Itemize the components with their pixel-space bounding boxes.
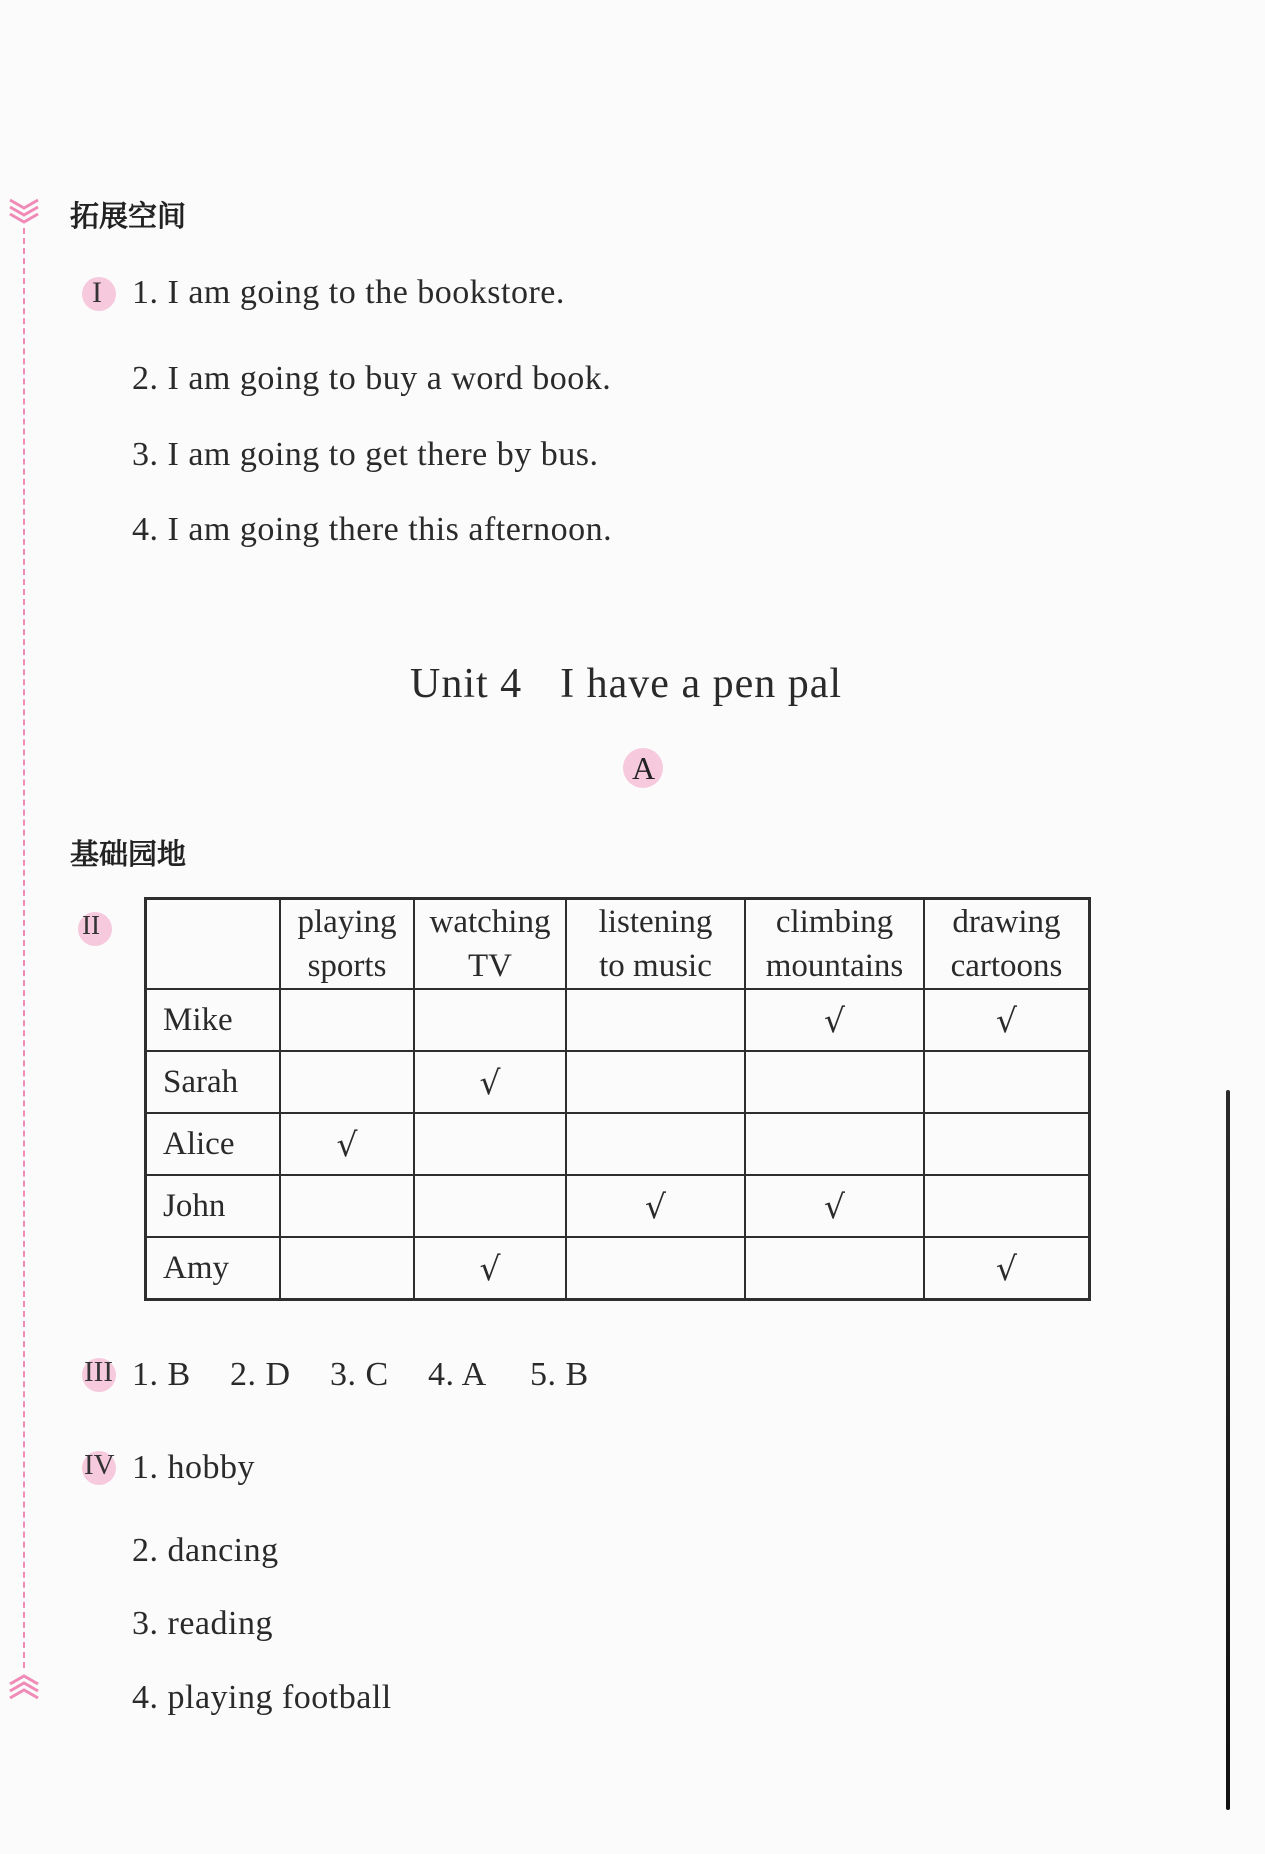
margin-divider — [23, 228, 25, 1668]
table-row — [146, 989, 1090, 1051]
row-name: John — [146, 1175, 281, 1237]
column-header-line: listening — [598, 904, 713, 940]
unit-title — [410, 660, 842, 708]
check-cell — [924, 1113, 1090, 1175]
column-header — [745, 899, 924, 990]
check-cell: √ — [924, 989, 1090, 1051]
check-cell: √ — [566, 1175, 745, 1237]
check-cell — [414, 1113, 566, 1175]
column-header-line: watching — [429, 904, 551, 940]
section-numeral-2: II — [82, 910, 100, 940]
chevron-down-icon — [6, 196, 42, 226]
extension-answer-1: 1. I am going to the bookstore. — [132, 274, 565, 311]
table-row — [146, 1051, 1090, 1113]
page-edge-shadow — [1226, 1090, 1230, 1810]
column-header — [924, 899, 1090, 990]
row-name: Amy — [146, 1237, 281, 1300]
section-numeral-3: III — [84, 1356, 113, 1388]
check-cell — [566, 1051, 745, 1113]
check-cell — [745, 1113, 924, 1175]
check-cell — [566, 1237, 745, 1300]
fill-answer-2: 2. dancing — [132, 1532, 279, 1569]
table-row — [146, 1113, 1090, 1175]
check-cell: √ — [414, 1051, 566, 1113]
fill-answer-3: 3. reading — [132, 1605, 273, 1642]
column-header-line: to music — [599, 948, 712, 984]
check-cell: √ — [924, 1237, 1090, 1300]
check-cell — [280, 1051, 414, 1113]
column-header-line: cartoons — [950, 948, 1063, 984]
check-cell — [280, 989, 414, 1051]
column-header-line: drawing — [952, 904, 1061, 940]
row-name: Sarah — [146, 1051, 281, 1113]
check-cell — [280, 1175, 414, 1237]
chevron-up-icon — [6, 1672, 42, 1702]
check-cell: √ — [280, 1113, 414, 1175]
check-cell: √ — [745, 989, 924, 1051]
check-cell — [414, 1175, 566, 1237]
choice-answer-3: 3. C — [330, 1356, 389, 1393]
choice-answer-2: 2. D — [230, 1356, 291, 1393]
section-numeral-4: IV — [84, 1449, 115, 1481]
section-numeral-1: I — [92, 276, 102, 309]
column-header-line: TV — [468, 948, 512, 984]
row-name: Mike — [146, 989, 281, 1051]
check-cell — [566, 989, 745, 1051]
fill-answer-1: 1. hobby — [132, 1449, 255, 1486]
basics-heading: 基础园地 — [70, 837, 187, 871]
choice-answer-4: 4. A — [428, 1356, 487, 1393]
column-header-line: mountains — [765, 948, 904, 984]
check-cell — [924, 1051, 1090, 1113]
check-cell — [745, 1237, 924, 1300]
table-corner-cell — [146, 899, 281, 990]
check-cell — [566, 1113, 745, 1175]
check-cell — [745, 1051, 924, 1113]
column-header-line: sports — [307, 948, 387, 984]
check-cell — [414, 989, 566, 1051]
check-cell: √ — [414, 1237, 566, 1300]
column-header — [566, 899, 745, 990]
check-cell: √ — [745, 1175, 924, 1237]
extension-answer-3: 3. I am going to get there by bus. — [132, 436, 599, 473]
column-header-line: climbing — [775, 904, 894, 940]
unit-number: Unit 4 — [410, 661, 523, 707]
check-cell — [280, 1237, 414, 1300]
extension-answer-4: 4. I am going there this afternoon. — [132, 511, 613, 548]
choice-answer-5: 5. B — [530, 1356, 589, 1393]
column-header — [280, 899, 414, 990]
hobbies-table — [144, 897, 1091, 1301]
table-row — [146, 1175, 1090, 1237]
row-name: Alice — [146, 1113, 281, 1175]
extension-heading: 拓展空间 — [70, 199, 187, 233]
column-header — [414, 899, 566, 990]
check-cell — [924, 1175, 1090, 1237]
unit-name: I have a pen pal — [560, 661, 843, 707]
table-header-row — [146, 899, 1090, 990]
choice-answer-1: 1. B — [132, 1356, 191, 1393]
column-header-line: playing — [297, 904, 397, 940]
fill-answer-4: 4. playing football — [132, 1679, 392, 1716]
level-badge: A — [632, 750, 656, 786]
extension-answer-2: 2. I am going to buy a word book. — [132, 360, 612, 397]
table-row — [146, 1237, 1090, 1300]
